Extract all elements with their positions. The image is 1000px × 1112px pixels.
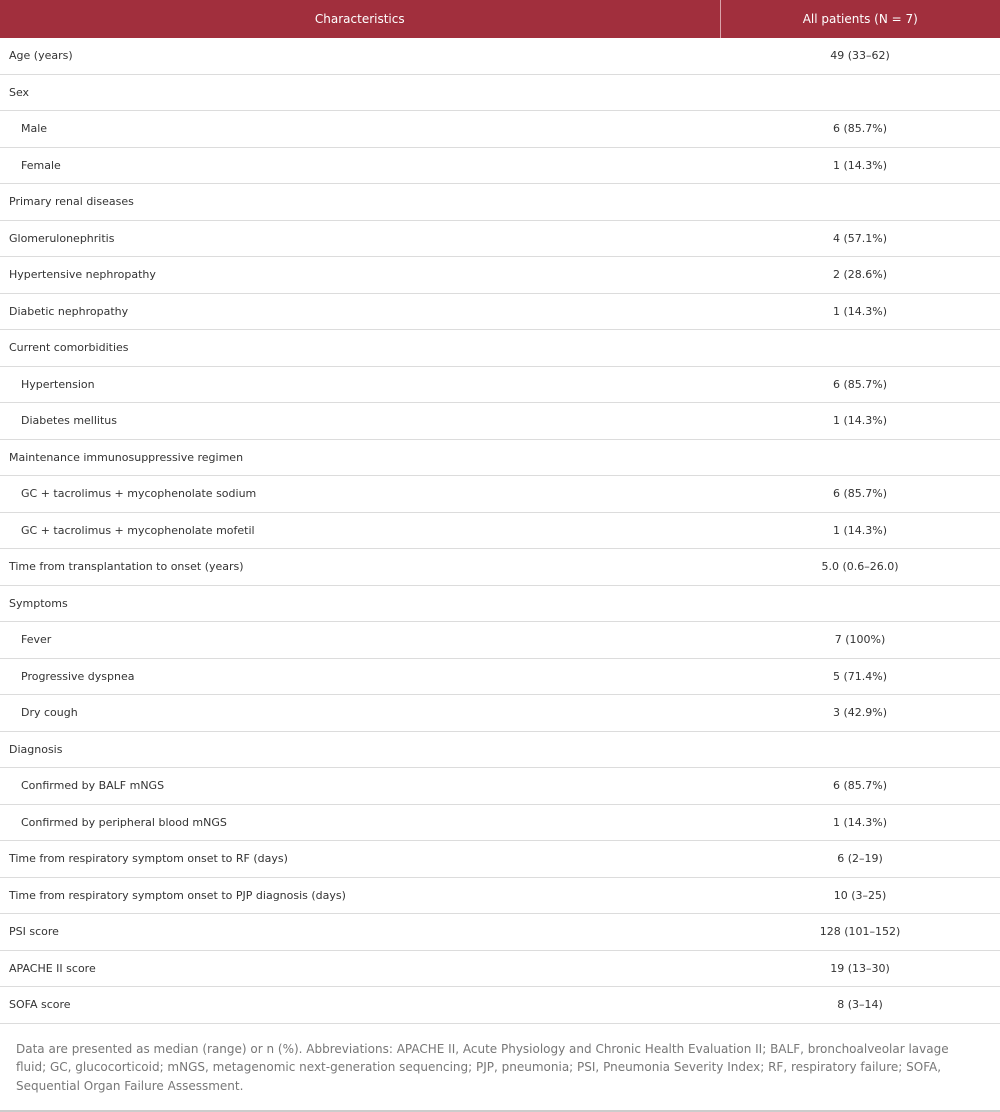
table-row xyxy=(0,220,1000,257)
row-label: Primary renal diseases xyxy=(0,184,720,221)
table-row xyxy=(0,184,1000,221)
row-label: PSI score xyxy=(0,914,720,951)
row-value: 1 (14.3%) xyxy=(720,804,1000,841)
row-value xyxy=(720,74,1000,111)
row-label: Current comorbidities xyxy=(0,330,720,367)
header-all-patients: All patients (N = 7) xyxy=(720,0,1000,38)
table-row xyxy=(0,841,1000,878)
table-footnote: Data are presented as median (range) or n (%). Abbreviations: APACHE II, Acute Physiology and Chronic Health Evaluation II; BALF, bronchoalveolar lavage fluid; GC, glucocorticoid; mNGS, metagenomic next-generation sequencing; PJP, pneumonia; PSI, Pneumonia Severity Index; RF, respiratory failure; SOFA, Sequential Organ Failure Assessment. xyxy=(0,1024,1000,1112)
row-label: Diabetes mellitus xyxy=(0,403,720,440)
row-label: Diagnosis xyxy=(0,731,720,768)
table-row xyxy=(0,549,1000,586)
row-label: Age (years) xyxy=(0,38,720,74)
row-value: 3 (42.9%) xyxy=(720,695,1000,732)
row-label: Sex xyxy=(0,74,720,111)
row-label: SOFA score xyxy=(0,987,720,1024)
row-value: 7 (100%) xyxy=(720,622,1000,659)
table-row xyxy=(0,768,1000,805)
row-label: Time from respiratory symptom onset to RF (days) xyxy=(0,841,720,878)
row-value: 5.0 (0.6–26.0) xyxy=(720,549,1000,586)
row-value: 1 (14.3%) xyxy=(720,293,1000,330)
row-value: 6 (85.7%) xyxy=(720,476,1000,513)
row-value: 6 (85.7%) xyxy=(720,366,1000,403)
row-value: 8 (3–14) xyxy=(720,987,1000,1024)
row-value xyxy=(720,330,1000,367)
table-row xyxy=(0,877,1000,914)
row-label: Glomerulonephritis xyxy=(0,220,720,257)
row-value: 4 (57.1%) xyxy=(720,220,1000,257)
row-value: 10 (3–25) xyxy=(720,877,1000,914)
table-row xyxy=(0,330,1000,367)
table-row xyxy=(0,987,1000,1024)
row-label: Dry cough xyxy=(0,695,720,732)
table-row xyxy=(0,366,1000,403)
table-row xyxy=(0,403,1000,440)
row-value xyxy=(720,585,1000,622)
table-header-row xyxy=(0,0,1000,38)
row-label: Time from respiratory symptom onset to PJP diagnosis (days) xyxy=(0,877,720,914)
row-value: 6 (85.7%) xyxy=(720,111,1000,148)
table-row xyxy=(0,731,1000,768)
row-value xyxy=(720,731,1000,768)
row-value: 5 (71.4%) xyxy=(720,658,1000,695)
row-label: Time from transplantation to onset (years) xyxy=(0,549,720,586)
table-body xyxy=(0,38,1000,1023)
row-label: Diabetic nephropathy xyxy=(0,293,720,330)
table-row xyxy=(0,257,1000,294)
table-row xyxy=(0,147,1000,184)
row-label: Fever xyxy=(0,622,720,659)
row-label: APACHE II score xyxy=(0,950,720,987)
table-row xyxy=(0,476,1000,513)
row-label: Hypertension xyxy=(0,366,720,403)
table-row xyxy=(0,111,1000,148)
row-value: 6 (85.7%) xyxy=(720,768,1000,805)
table-row xyxy=(0,585,1000,622)
table-row xyxy=(0,622,1000,659)
table-row xyxy=(0,914,1000,951)
row-value: 1 (14.3%) xyxy=(720,147,1000,184)
row-label: Progressive dyspnea xyxy=(0,658,720,695)
table-header xyxy=(0,0,1000,38)
table-row xyxy=(0,293,1000,330)
header-characteristics: Characteristics xyxy=(0,0,720,38)
table-row xyxy=(0,950,1000,987)
table-row xyxy=(0,658,1000,695)
row-value: 128 (101–152) xyxy=(720,914,1000,951)
row-value: 19 (13–30) xyxy=(720,950,1000,987)
row-label: Male xyxy=(0,111,720,148)
row-label: Maintenance immunosuppressive regimen xyxy=(0,439,720,476)
table-row xyxy=(0,695,1000,732)
table-row xyxy=(0,439,1000,476)
row-label: GC + tacrolimus + mycophenolate sodium xyxy=(0,476,720,513)
row-value xyxy=(720,184,1000,221)
row-label: GC + tacrolimus + mycophenolate mofetil xyxy=(0,512,720,549)
row-value: 49 (33–62) xyxy=(720,38,1000,74)
row-value: 1 (14.3%) xyxy=(720,512,1000,549)
row-value: 2 (28.6%) xyxy=(720,257,1000,294)
row-label: Female xyxy=(0,147,720,184)
table-row xyxy=(0,74,1000,111)
row-label: Confirmed by peripheral blood mNGS xyxy=(0,804,720,841)
row-value: 6 (2–19) xyxy=(720,841,1000,878)
row-label: Confirmed by BALF mNGS xyxy=(0,768,720,805)
table-row xyxy=(0,38,1000,74)
row-label: Symptoms xyxy=(0,585,720,622)
row-value: 1 (14.3%) xyxy=(720,403,1000,440)
row-value xyxy=(720,439,1000,476)
row-label: Hypertensive nephropathy xyxy=(0,257,720,294)
table-row xyxy=(0,512,1000,549)
table-row xyxy=(0,804,1000,841)
